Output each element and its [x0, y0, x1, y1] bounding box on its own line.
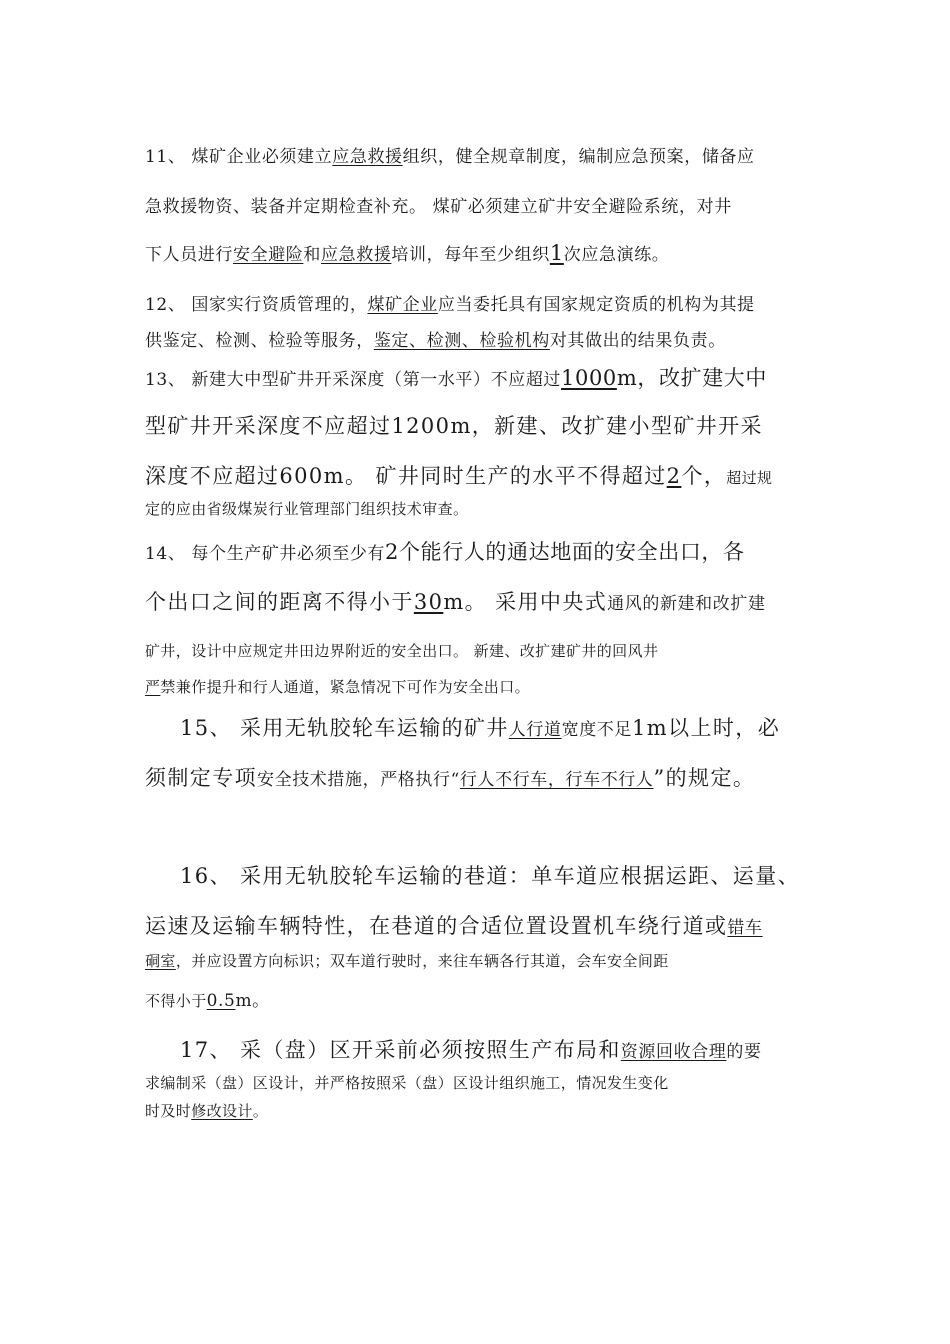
- p14-line-2: [145, 586, 766, 616]
- underlined-term: 修改设计: [191, 1102, 253, 1120]
- text: 超过规: [726, 469, 773, 487]
- text: 以上时，必: [668, 716, 781, 740]
- p11-line-1: [145, 142, 755, 167]
- underlined-term: 严: [145, 678, 161, 696]
- p12-line-2: [145, 326, 726, 351]
- underlined-term: 安全避险: [233, 245, 304, 265]
- text: 个，: [681, 464, 727, 488]
- p14-line-4: [145, 676, 530, 697]
- p17-line-2: 求编制采（盘）区设计，并严格按照采（盘）区设计组织施工，情况发生变化: [145, 1074, 669, 1092]
- p13-line-1: [145, 362, 767, 392]
- text: 深度不应超过600m。 矿井同时生产的水平不得超过: [145, 464, 667, 488]
- p11-line-3: [145, 240, 669, 265]
- text: 培训，每年至少组织: [391, 245, 550, 265]
- number: 2: [385, 540, 400, 564]
- p16-line-4: [145, 986, 270, 1011]
- text: 应当委托具有国家规定资质的机构为其提: [437, 295, 755, 315]
- underlined-term: 应急救援: [321, 245, 392, 265]
- p17-line-3: [145, 1100, 268, 1121]
- underlined-number: 1000: [561, 366, 617, 390]
- underlined-number: 0.5: [206, 991, 236, 1011]
- text: 禁兼作提升和行人通道，紧急情况下可作为安全出口。: [160, 678, 531, 696]
- text: 宽度不足: [561, 720, 633, 740]
- p16-line-1: 16、 采用无轨胶轮车运输的巷道：单车道应根据运距、运量、: [180, 864, 800, 888]
- underlined-term: 应急救援: [332, 147, 403, 167]
- text: ”: [653, 766, 666, 790]
- underlined-number: 2: [666, 464, 682, 488]
- underlined-number: 30: [413, 590, 444, 614]
- p14-line-1: [145, 536, 745, 566]
- text: 个出口之间的距离不得小于: [145, 590, 414, 614]
- text: 11、 煤矿企业必须建立: [145, 147, 333, 167]
- underlined-term: 资源回收合理: [620, 1042, 727, 1062]
- text: 次应急演练。: [563, 245, 670, 265]
- p16-line-3: [145, 950, 669, 971]
- text: 下人员进行: [145, 245, 233, 265]
- text: 安全技术措施，严格执行“: [257, 770, 460, 790]
- text: 和: [303, 245, 322, 265]
- text: 不得小于: [145, 992, 207, 1010]
- text: 的要: [726, 1042, 762, 1062]
- text: 1m: [632, 716, 669, 740]
- text: m，改扩建大中: [616, 366, 768, 390]
- text: 对其做出的结果负责。: [549, 331, 726, 351]
- underlined-term: 人行道: [508, 720, 562, 740]
- text: 个能行人的通达地面的安全出口，各: [399, 540, 745, 564]
- text: 的规定。: [665, 766, 756, 790]
- text: 13、 新建大中型矿井开采深度（第一水平）不应超过: [145, 370, 562, 390]
- p13-line-3: [145, 460, 772, 490]
- p16-line-2: [145, 910, 763, 940]
- text: 组织，健全规章制度，编制应急预案，储备应: [402, 147, 755, 167]
- text: 14、 每个生产矿井必须至少有: [145, 544, 386, 564]
- p15-line-2: [145, 762, 755, 792]
- underlined-term: 煤矿企业: [367, 295, 438, 315]
- text: 15、 采用无轨胶轮车运输的矿井: [180, 716, 509, 740]
- p13-line-4: 定的应由省级煤炭行业管理部门组织技术审查。: [145, 500, 469, 518]
- underlined-term: [728, 640, 774, 661]
- text: m。 采用中央式: [443, 590, 608, 614]
- text: 17、 采（盘）区开采前必须按照生产布局和: [180, 1038, 621, 1062]
- underlined-term: 行人不行车，行车不行人: [459, 770, 654, 790]
- p13-line-2: 型矿井开采深度不应超过1200m，新建、改扩建小型矿井开采: [145, 414, 763, 438]
- text: 。: [252, 1102, 269, 1120]
- underlined-number: 1: [549, 241, 564, 265]
- text: ，并应设置方向标识；双车道行驶时，来往车辆各行其道，会车安全间距: [175, 952, 669, 970]
- text: 时及时: [145, 1102, 192, 1120]
- text: 通风的新建和改扩建: [607, 594, 766, 614]
- p11-line-2: 急救援物资、装备并定期检查补充。 煤矿必须建立矿井安全避险系统，对井: [145, 197, 732, 217]
- p14-line-3: 矿井，设计中应规定井田边界附近的安全出口。 新建、改扩建矿井的回风井: [145, 642, 659, 660]
- underlined-term: 硐室: [145, 952, 176, 970]
- underlined-term: 错车: [727, 918, 763, 938]
- text: 须制定专项: [145, 766, 257, 790]
- p15-line-1: [180, 712, 780, 742]
- text: 供鉴定、检测、检验等服务，: [145, 331, 374, 351]
- text: m。: [235, 991, 270, 1011]
- text: 12、 国家实行资质管理的，: [145, 295, 368, 315]
- text: 运速及运输车辆特性，在巷道的合适位置设置机车绕行道或: [145, 914, 728, 938]
- p12-line-1: [145, 290, 755, 315]
- underlined-term: 鉴定、检测、检验机构: [373, 331, 550, 351]
- p17-line-1: [180, 1034, 762, 1064]
